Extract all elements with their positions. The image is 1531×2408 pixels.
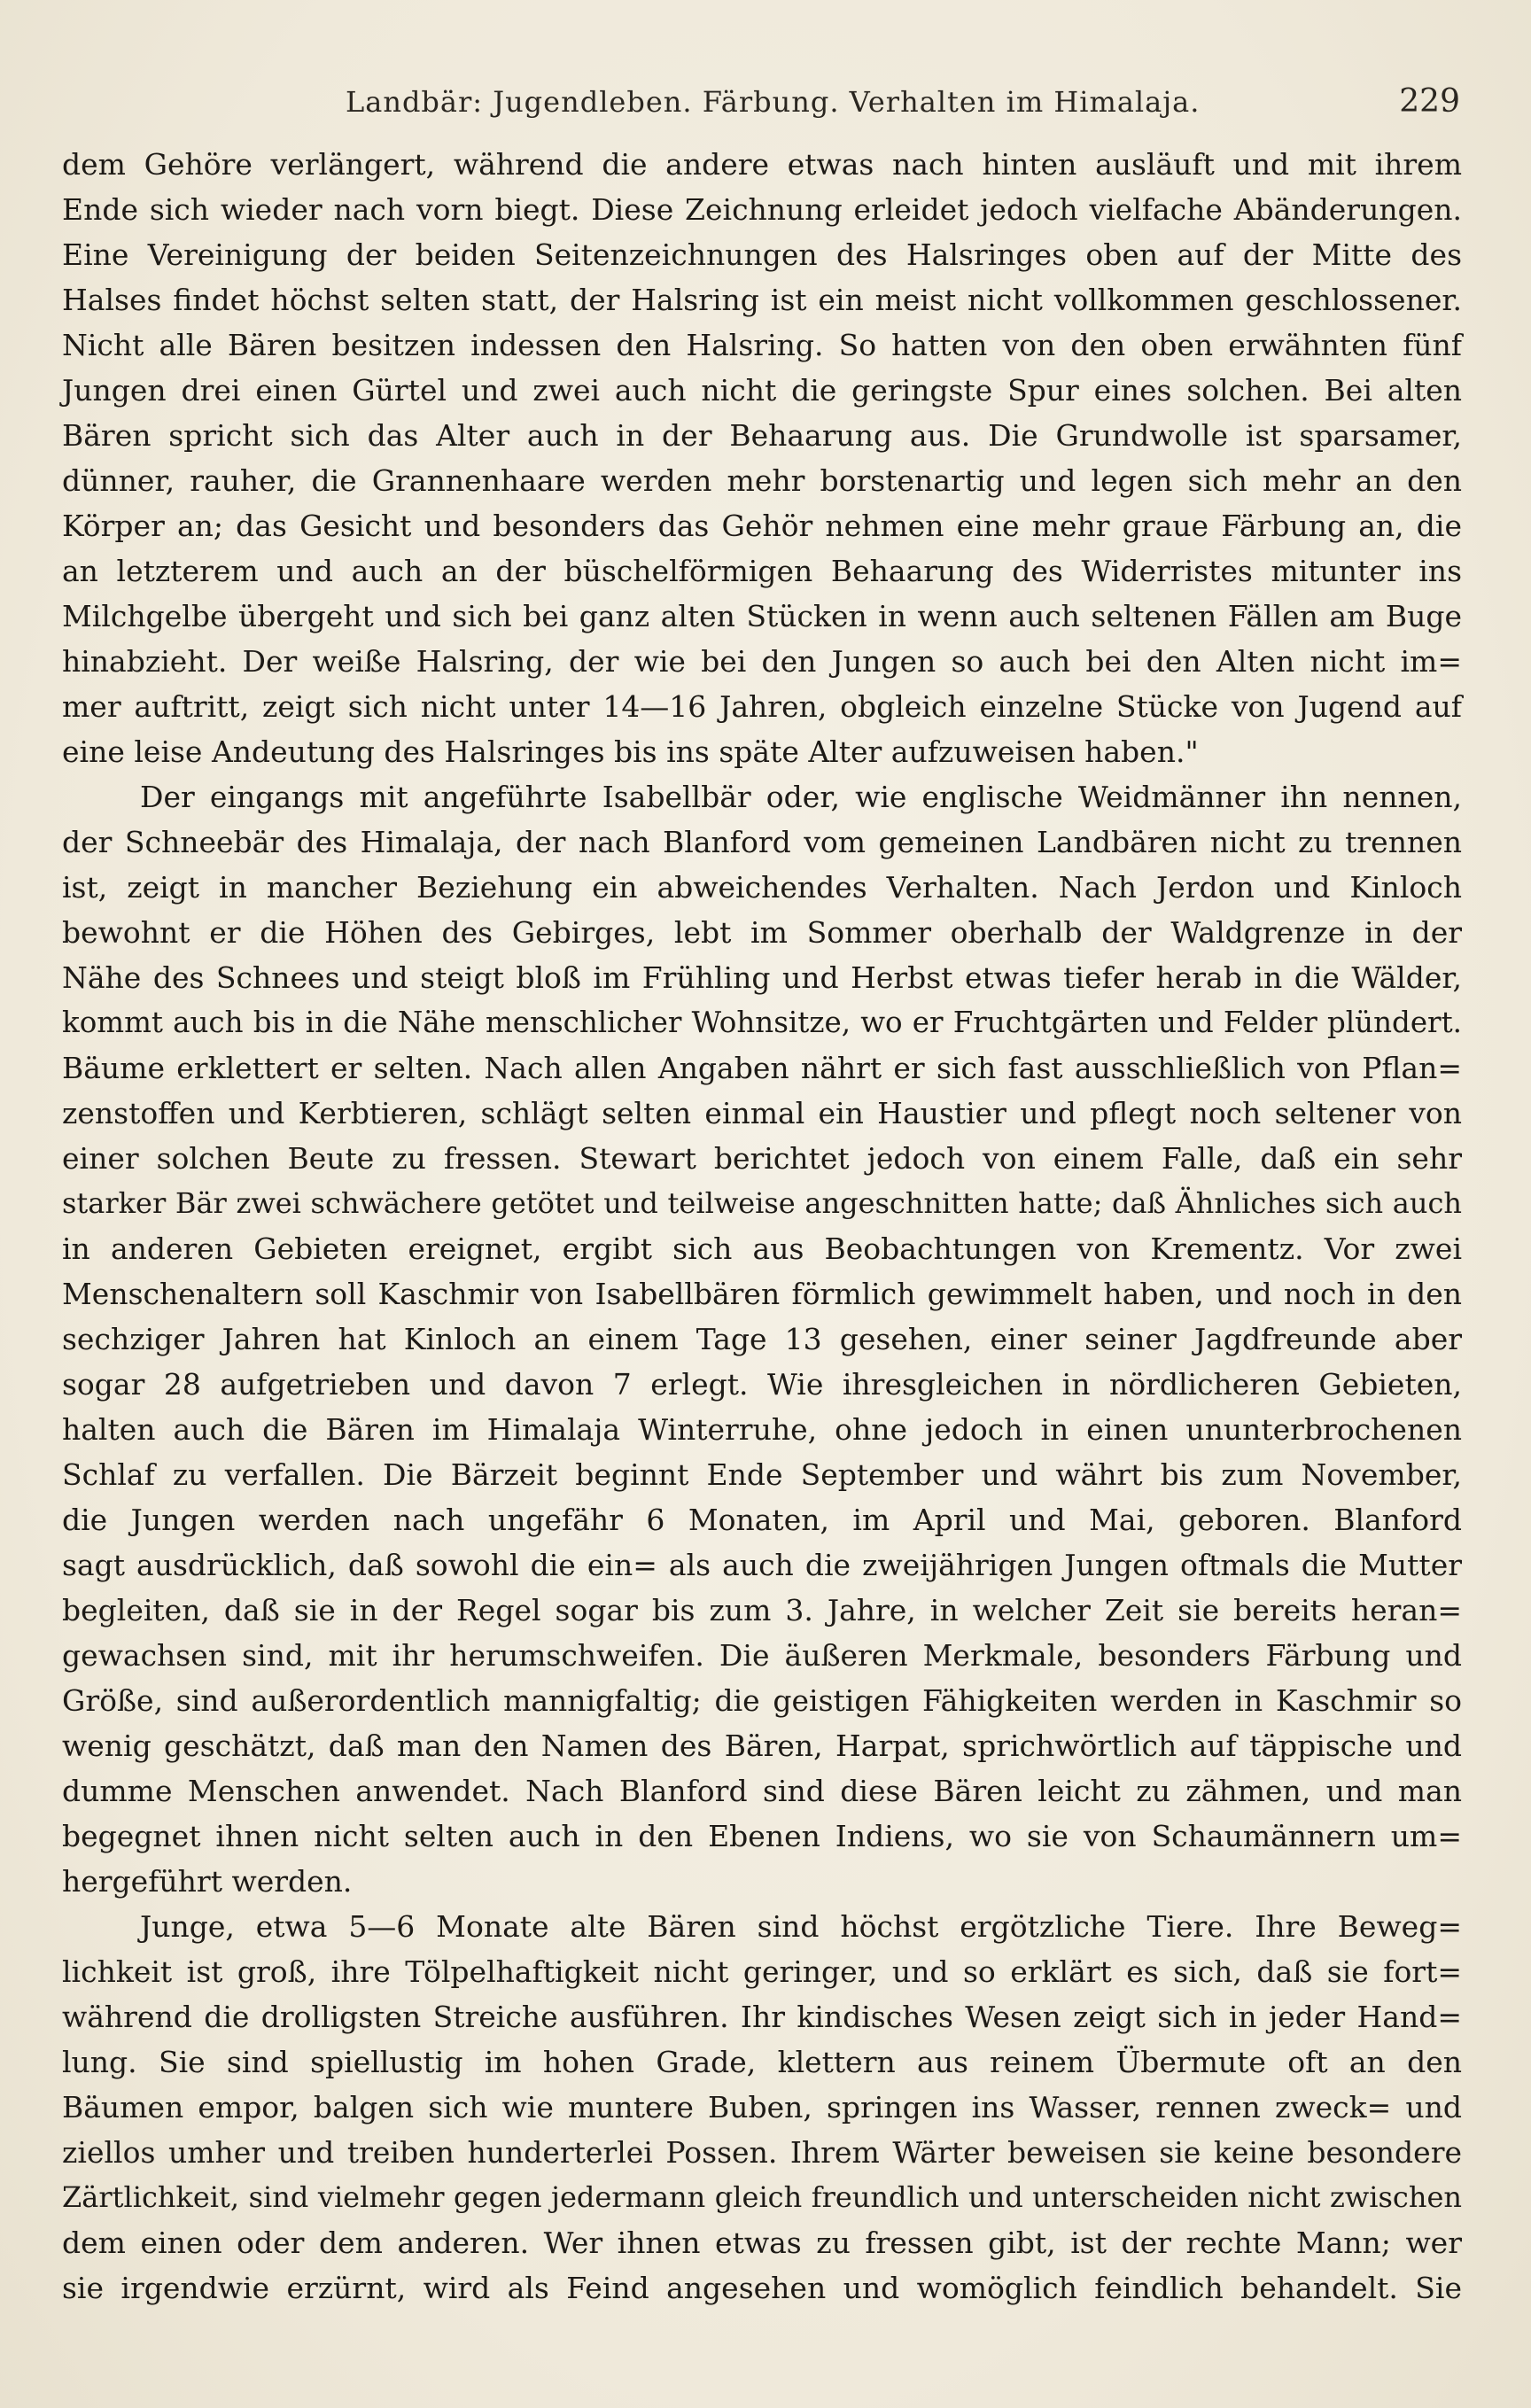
- text-line: ziellos umher und treiben hunderterlei Possen. Ihrem Wärter beweisen sie keine besondere: [62, 2135, 1462, 2170]
- text-line: Größe, sind außerordentlich mannigfaltig; die geistigen Fähigkeiten werden in Kaschmir so: [62, 1683, 1462, 1718]
- text-line: während die drolligsten Streiche ausführen. Ihr kindisches Wesen zeigt sich in jeder Hand=: [62, 2000, 1462, 2034]
- text-line: eine leise Andeutung des Halsringes bis ins späte Alter aufzuweisen haben.": [62, 734, 1199, 769]
- text-line: Zärtlichkeit, sind vielmehr gegen jedermann gleich freundlich und unterscheiden nicht zwischen: [62, 2180, 1462, 2214]
- text-line: gewachsen sind, mit ihr herumschweifen. Die äußeren Merkmale, besonders Färbung und: [62, 1638, 1462, 1673]
- text-line: lichkeit ist groß, ihre Tölpelhaftigkeit nicht geringer, und so erklärt es sich, daß sie fort=: [62, 1954, 1462, 1989]
- text-line: dem einen oder dem anderen. Wer ihnen etwas zu fressen gibt, ist der rechte Mann; wer: [62, 2225, 1462, 2260]
- text-line: sogar 28 aufgetrieben und davon 7 erlegt. Wie ihresgleichen in nördlicheren Gebieten,: [62, 1367, 1462, 1402]
- text-line: Bäumen empor, balgen sich wie muntere Buben, springen ins Wasser, rennen zweck= und: [62, 2090, 1462, 2124]
- text-line: sechziger Jahren hat Kinloch an einem Tage 13 gesehen, einer seiner Jagdfreunde aber: [62, 1322, 1462, 1356]
- text-line: Junge, etwa 5—6 Monate alte Bären sind höchst ergötzliche Tiere. Ihre Beweg=: [140, 1909, 1462, 1944]
- text-line: Bären spricht sich das Alter auch in der Behaarung aus. Die Grundwolle ist sparsamer,: [62, 418, 1462, 453]
- text-line: sagt ausdrücklich, daß sowohl die ein= als auch die zweijährigen Jungen oftmals die Mutter: [62, 1548, 1462, 1582]
- text-line: die Jungen werden nach ungefähr 6 Monaten, im April und Mai, geboren. Blanford: [62, 1503, 1462, 1537]
- text-line: sie irgendwie erzürnt, wird als Feind angesehen und womöglich feindlich behandelt. Sie: [62, 2271, 1462, 2305]
- paragraph: [62, 774, 1462, 1904]
- text-line: kommt auch bis in die Nähe menschlicher Wohnsitze, wo er Fruchtgärten und Felder plündert.: [62, 1006, 1462, 1039]
- text-line: Körper an; das Gesicht und besonders das Gehör nehmen eine mehr graue Färbung an, die: [62, 509, 1462, 543]
- text-line: einer solchen Beute zu fressen. Stewart berichtet jedoch von einem Falle, daß ein sehr: [62, 1141, 1462, 1176]
- text-line: Milchgelbe übergeht und sich bei ganz alten Stücken in wenn auch seltenen Fällen am Buge: [62, 599, 1462, 633]
- paragraph: [62, 1904, 1462, 2311]
- text-line: Jungen drei einen Gürtel und zwei auch nicht die geringste Spur eines solchen. Bei alten: [62, 373, 1462, 408]
- text-line: Nicht alle Bären besitzen indessen den Halsring. So hatten von den oben erwähnten fünf: [62, 328, 1462, 362]
- text-line: bewohnt er die Höhen des Gebirges, lebt im Sommer oberhalb der Waldgrenze in der: [62, 915, 1462, 950]
- running-title: Landbär: Jugendleben. Färbung. Verhalten im Himalaja.: [346, 85, 1201, 119]
- text-line: wenig geschätzt, daß man den Namen des Bären, Harpat, sprichwörtlich auf täppische und: [62, 1728, 1462, 1763]
- paragraph: [62, 142, 1462, 774]
- text-line: dem Gehöre verlängert, während die andere etwas nach hinten ausläuft und mit ihrem: [62, 147, 1462, 182]
- text-line: hergeführt werden.: [62, 1864, 353, 1899]
- text-line: Ende sich wieder nach vorn biegt. Diese Zeichnung erleidet jedoch vielfache Abänderungen.: [62, 192, 1462, 227]
- text-line: Schlaf zu verfallen. Die Bärzeit beginnt Ende September und währt bis zum November,: [62, 1457, 1462, 1492]
- text-line: dünner, rauher, die Grannenhaare werden mehr borstenartig und legen sich mehr an den: [62, 463, 1462, 498]
- text-line: Bäume erklettert er selten. Nach allen Angaben nährt er sich fast ausschließlich von Pflan=: [62, 1051, 1462, 1085]
- text-line: Nähe des Schnees und steigt bloß im Frühling und Herbst etwas tiefer herab in die Wälder,: [62, 960, 1462, 995]
- text-line: in anderen Gebieten ereignet, ergibt sich aus Beobachtungen von Krementz. Vor zwei: [62, 1231, 1462, 1266]
- text-line: Eine Vereinigung der beiden Seitenzeichnungen des Halsringes oben auf der Mitte des: [62, 237, 1462, 272]
- body-text: [62, 142, 1462, 2311]
- text-line: begleiten, daß sie in der Regel sogar bis zum 3. Jahre, in welcher Zeit sie bereits heran=: [62, 1593, 1462, 1627]
- page-number: 229: [1399, 83, 1460, 120]
- text-line: dumme Menschen anwendet. Nach Blanford sind diese Bären leicht zu zähmen, und man: [62, 1774, 1462, 1808]
- running-head: [62, 82, 1460, 124]
- text-line: Halses findet höchst selten statt, der Halsring ist ein meist nicht vollkommen geschlossener.: [62, 283, 1462, 317]
- text-line: ist, zeigt in mancher Beziehung ein abweichendes Verhalten. Nach Jerdon und Kinloch: [62, 870, 1462, 905]
- text-line: Der eingangs mit angeführte Isabellbär oder, wie englische Weidmänner ihn nennen,: [140, 780, 1462, 814]
- text-line: zenstoffen und Kerbtieren, schlägt selten einmal ein Haustier und pflegt noch seltener von: [62, 1096, 1462, 1130]
- text-line: begegnet ihnen nicht selten auch in den Ebenen Indiens, wo sie von Schaumännern um=: [62, 1819, 1462, 1853]
- text-line: hinabzieht. Der weiße Halsring, der wie bei den Jungen so auch bei den Alten nicht im=: [62, 644, 1462, 679]
- text-line: halten auch die Bären im Himalaja Winterruhe, ohne jedoch in einen ununterbrochenen: [62, 1412, 1462, 1447]
- text-line: Menschenaltern soll Kaschmir von Isabellbären förmlich gewimmelt haben, und noch in den: [62, 1277, 1462, 1311]
- text-line: an letzterem und auch an der büschelförmigen Behaarung des Widerristes mitunter ins: [62, 554, 1462, 588]
- text-line: starker Bär zwei schwächere getötet und teilweise angeschnitten hatte; daß Ähnliches sich auch: [62, 1186, 1462, 1220]
- text-line: lung. Sie sind spiellustig im hohen Grade, klettern aus reinem Übermute oft an den: [62, 2045, 1462, 2079]
- text-line: mer auftritt, zeigt sich nicht unter 14—16 Jahren, obgleich einzelne Stücke von Jugend auf: [62, 689, 1462, 724]
- text-line: der Schneebär des Himalaja, der nach Blanford vom gemeinen Landbären nicht zu trennen: [62, 825, 1462, 859]
